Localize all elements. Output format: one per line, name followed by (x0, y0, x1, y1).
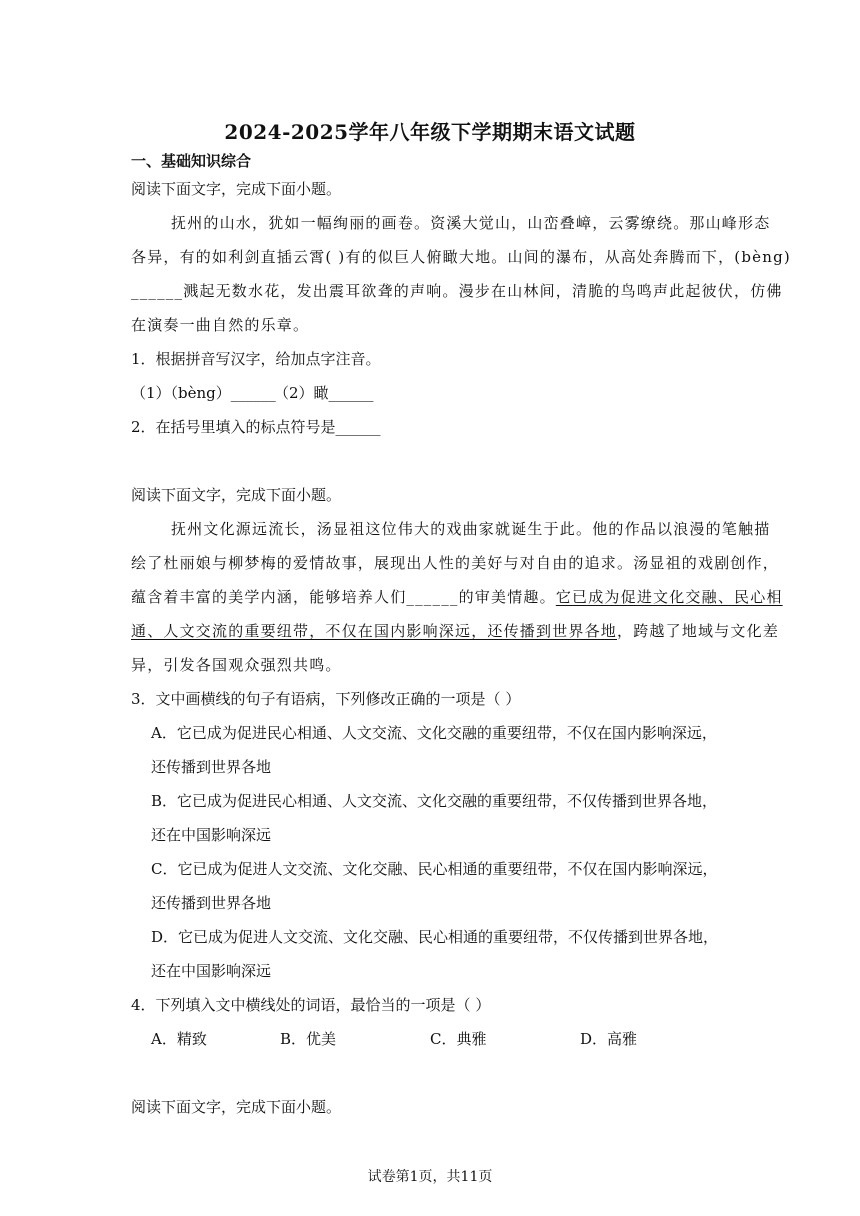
reading-instruction: 阅读下面文字，完成下面小题。 (131, 1098, 342, 1116)
passage1-line: 在演奏一曲自然的乐章。 (131, 316, 310, 334)
page-title: 2024-2025学年八年级下学期期末语文试题 (224, 120, 636, 144)
question-1-sub-2: （2）瞰______ (274, 384, 374, 402)
passage1-line: 抚州的山水，犹如一幅绚丽的画卷。资溪大觉山，山峦叠嶂，云雾缭绕。那山峰形态 (171, 214, 771, 232)
reading-instruction: 阅读下面文字，完成下面小题。 (131, 180, 342, 198)
passage1-line: ______溅起无数水花，发出震耳欲聋的声响。漫步在山林间，清脆的鸟鸣声此起彼伏，仿佛 (131, 282, 783, 300)
passage2-line (131, 621, 779, 641)
passage1-line: 各异，有的如利剑直插云霄( )有的似巨人俯瞰大地。山间的瀑布，从高处奔腾而下，(bèng) (131, 248, 791, 266)
question-2: 2．在括号里填入的标点符号是______ (131, 418, 381, 436)
q4-option-c: C．典雅 (430, 1030, 487, 1048)
underlined-sentence: 通、人文交流的重要纽带，不仅在国内影响深远，还传播到世界各地 (131, 622, 618, 640)
reading-instruction: 阅读下面文字，完成下面小题。 (131, 486, 342, 504)
passage2-text: ，跨越了地域与文化差 (617, 622, 780, 640)
passage2-line: 抚州文化源远流长，汤显祖这位伟大的戏曲家就诞生于此。他的作品以浪漫的笔触描 (171, 520, 771, 538)
q3-option-a-cont: 还传播到世界各地 (151, 758, 272, 776)
q3-option-d: D．它已成为促进人文交流、文化交融、民心相通的重要纽带，不仅传播到世界各地， (151, 928, 719, 946)
page-footer: 试卷第1页，共11页 (367, 1169, 493, 1185)
q3-option-c: C．它已成为促进人文交流、文化交融、民心相通的重要纽带，不仅在国内影响深远， (151, 860, 718, 878)
q4-option-b: B．优美 (280, 1030, 337, 1048)
passage2-line (131, 587, 783, 607)
q3-option-d-cont: 还在中国影响深远 (151, 962, 272, 980)
passage2-text: 蕴含着丰富的美学内涵，能够培养人们______的审美情趣。 (131, 588, 556, 606)
q3-option-b-cont: 还在中国影响深远 (151, 826, 272, 844)
question-1-sub-1: （1）（bèng）______ (131, 384, 276, 402)
passage2-line: 绘了杜丽娘与柳梦梅的爱情故事，展现出人性的美好与对自由的追求。汤显祖的戏剧创作， (131, 554, 780, 572)
passage2-line: 异，引发各国观众强烈共鸣。 (131, 656, 342, 674)
q3-option-a: A．它已成为促进民心相通、人文交流、文化交融的重要纽带，不仅在国内影响深远， (151, 724, 717, 742)
q4-option-d: D．高雅 (580, 1030, 638, 1048)
section-heading: 一、基础知识综合 (131, 152, 252, 170)
question-1: 1．根据拼音写汉字，给加点字注音。 (131, 350, 381, 368)
question-3: 3．文中画横线的句子有语病，下列修改正确的一项是（ ） (131, 690, 521, 708)
q3-option-b: B．它已成为促进民心相通、人文交流、文化交融的重要纽带，不仅传播到世界各地， (151, 792, 718, 810)
underlined-sentence: 它已成为促进文化交融、民心相 (555, 588, 783, 606)
question-4: 4．下列填入文中横线处的词语，最恰当的一项是（ ） (131, 996, 491, 1014)
q4-option-a: A．精致 (151, 1030, 207, 1048)
q3-option-c-cont: 还传播到世界各地 (151, 894, 272, 912)
